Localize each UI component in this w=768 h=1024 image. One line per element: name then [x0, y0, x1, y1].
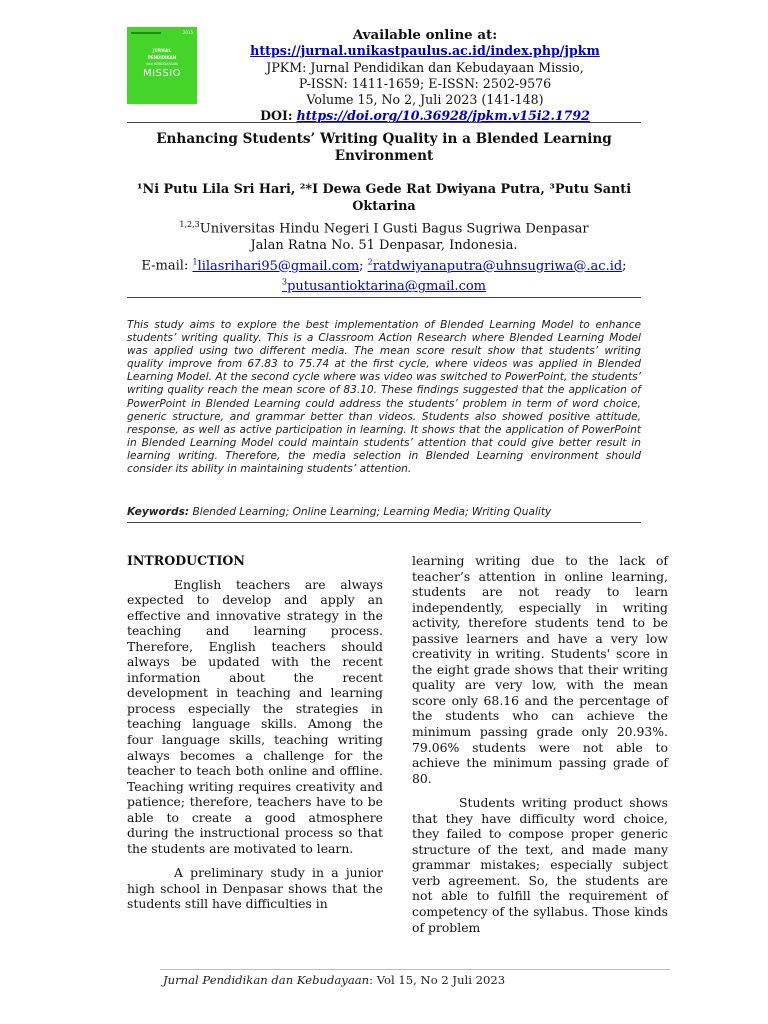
email-line: E-mail: $^1$lilasrihari95@gmail.com; $^2$ratdwiyanaputra@uhnsugriwa@.ac.id; — [141, 257, 627, 274]
author-list: ¹Ni Putu Lila Sri Hari, ²*I Dewa Gede Rat Dwiyana Putra, ³Putu Santi Oktarina — [136, 182, 632, 214]
paragraph: A preliminary study in a junior high school in Denpasar shows that the students still have difficulties in — [127, 865, 383, 912]
paragraph: Students writing product shows that they have difficulty word choice, they failed to compose proper generic structure of the text, and made many grammar mistakes; especially subject verb agreement. So, the students are not able to fulfill the requirement of competency of the syllabus. Those kinds of problem — [412, 795, 668, 935]
affiliation-block — [127, 217, 641, 296]
section-heading-introduction: INTRODUCTION — [127, 553, 245, 568]
address-line: Jalan Ratna No. 51 Denpasar, Indonesia. — [250, 237, 518, 253]
page-footer — [163, 973, 505, 987]
university-name: Universitas Hindu Negeri I Gusti Bagus Sugriwa Denpasar — [199, 221, 589, 237]
email-link-3[interactable]: $^3$putusantioktarina@gmail.com — [281, 278, 487, 295]
journal-header — [215, 27, 635, 125]
cover-small-text: 2015 — [182, 30, 193, 35]
cover-line-3: dan KEBUDAYAAN — [146, 62, 178, 66]
doi-link[interactable]: https://doi.org/10.36928/jpkm.v15i2.1792 — [296, 108, 590, 124]
abstract: This study aims to explore the best implementation of Blended Learning Model to enhance students’ writing quality. This is a Classroom Action Research where Blended Learning Model was applied using two different media. The mean score result show that students’ writing quality improve from 67.83 to 75.74 at the first cycle, where videos was applied in Blended Learning Model. At the second cycle where was video was switched to PowerPoint, the students’ writing quality reach the mean score of 83.10. These findings suggested that the application of PowerPoint in Blended Learning could address the students’ problem in term of word choice, generic structure, and grammar better than videos. Students also showed positive attitude, response, as well as active participation in learning. It shows that the application of PowerPoint in Blended Learning Model could maintain students’ attention that could give better result in learning writing. Therefore, the media selection in Blended Learning environment should consider its ability in maintaining students’ attention. — [127, 319, 641, 476]
volume-line: Volume 15, No 2, Juli 2023 (141-148) — [306, 92, 544, 108]
affiliation-sup: 1,2,3 — [179, 220, 200, 229]
abstract-divider — [127, 297, 641, 298]
footer-divider — [160, 969, 670, 970]
cover-line-2: PENDIDIKAN — [147, 55, 177, 60]
email-link-2[interactable]: $^2$ratdwiyanaputra@uhnsugriwa@.ac.id — [367, 257, 623, 274]
footer-journal-name: Jurnal Pendidikan dan Kebudayaan — [163, 973, 370, 987]
keywords-line — [127, 506, 641, 519]
paragraph: learning writing due to the lack of teacher’s attention in online learning, students are not ready to learn independently, especially in writing activity, therefore students tend to be passive learners and have a very low creativity in writing. Students' score in the eight grade shows that their writing quality are very low, with the mean score only 68.16 and the percentage of the students who can achieve the minimum passing grade only 20.93%. 79.06% students were not able to achieve the minimum passing grade of 80. — [412, 553, 668, 786]
body-column-left — [127, 553, 383, 912]
available-online-label: Available online at: — [352, 27, 498, 43]
footer-volume: : Vol 15, No 2 Juli 2023 — [369, 973, 506, 987]
header-divider — [127, 122, 641, 123]
body-column-right — [412, 553, 668, 935]
journal-cover-image — [127, 27, 197, 104]
issn-line: P-ISSN: 1411-1659; E-ISSN: 2502-9576 — [298, 75, 552, 91]
email-link-1[interactable]: $^1$lilasrihari95@gmail.com — [192, 257, 360, 274]
paper-title: Enhancing Students’ Writing Quality in a Blended Learning Environment — [156, 131, 612, 164]
email-label: E-mail: — [141, 258, 189, 274]
journal-name: JPKM: Jurnal Pendidikan dan Kebudayaan Missio, — [266, 59, 584, 75]
email-line-2 — [127, 275, 641, 296]
cover-line-1: JURNAL — [152, 48, 172, 53]
paragraph: English teachers are always expected to develop and apply an effective and innovative strategy in the teaching and learning process. Therefore, English teachers should always be updated with the recent information about the recent development in teaching and learning process especially the strategies in teaching language skills. Among the four language skills, teaching writing always becomes a challenge for the teacher to teach both online and offline. Teaching writing requires creativity and patience; therefore, teachers have to be able to create a good atmosphere during the instructional process so that the students are motivated to learn. — [127, 576, 383, 856]
keywords-divider — [127, 522, 641, 523]
cover-title: MISSIO — [142, 68, 182, 79]
university-line — [127, 217, 641, 238]
cover-bar — [131, 32, 161, 34]
journal-url-link[interactable]: https://jurnal.unikastpaulus.ac.id/index.php/jpkm — [250, 43, 600, 59]
keywords-label: Keywords: — [127, 506, 190, 518]
doi-label: DOI: — [260, 108, 293, 124]
keywords-text: Blended Learning; Online Learning; Learning Media; Writing Quality — [192, 506, 552, 518]
